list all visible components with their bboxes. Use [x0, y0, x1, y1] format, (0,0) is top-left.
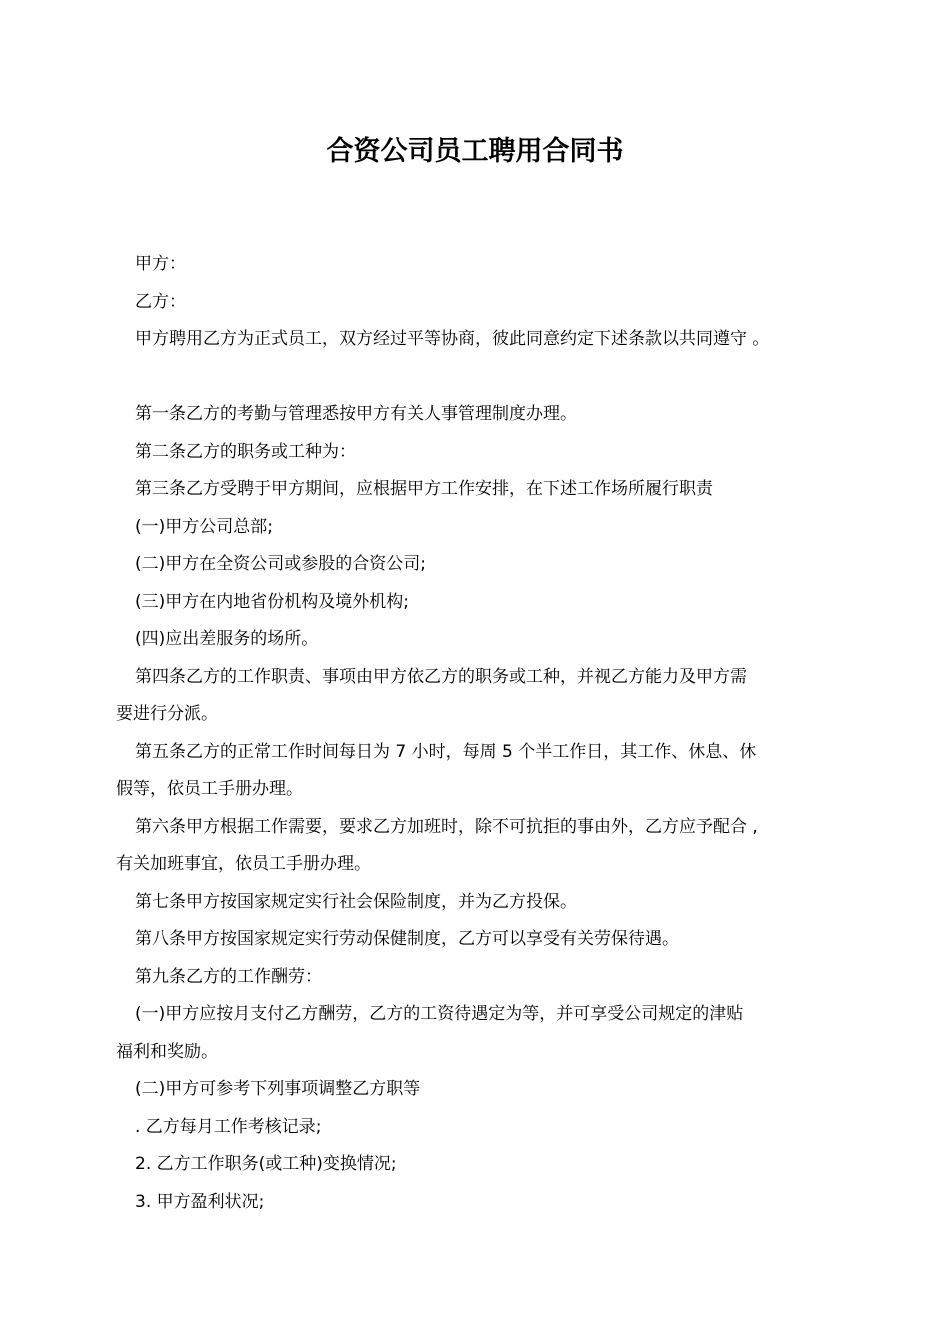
article-2: 第二条乙方的职务或工种为： — [135, 441, 356, 462]
article-5-line-2: 假等，依员工手册办理。 — [116, 779, 303, 799]
article-9-item-2: (二)甲方可参考下列事项调整乙方职等 — [135, 1079, 421, 1099]
document-title: 合资公司员工聘用合同书 — [326, 136, 624, 167]
adjustment-item-1: . 乙方每月工作考核记录; — [135, 1116, 322, 1137]
article-9: 第九条乙方的工作酬劳： — [135, 966, 322, 987]
document-body — [116, 246, 846, 1221]
article-3-item-3: (三)甲方在内地省份机构及境外机构; — [135, 591, 409, 612]
adjustment-item-3: 3. 甲方盈利状况; — [135, 1191, 265, 1212]
article-9-item-1-line-1: (一)甲方应按月支付乙方酬劳，乙方的工资待遇定为等，并可享受公司规定的津贴 — [135, 1004, 744, 1024]
article-6-line-1: 第六条甲方根据工作需要，要求乙方加班时，除不可抗拒的事由外，乙方应予配合 , — [135, 816, 758, 837]
article-1: 第一条乙方的考勤与管理悉按甲方有关人事管理制度办理。 — [135, 404, 577, 424]
party-b-line: 乙方： — [135, 291, 186, 312]
article-6-line-2: 有关加班事宜，依员工手册办理。 — [116, 854, 371, 874]
article-9-item-1-line-2: 福利和奖励。 — [116, 1041, 218, 1062]
article-3-item-2: (二)甲方在全资公司或参股的合资公司; — [135, 554, 426, 574]
article-4-line-1: 第四条乙方的工作职责、事项由甲方依乙方的职务或工种，并视乙方能力及甲方需 — [135, 666, 747, 687]
adjustment-item-2: 2. 乙方工作职务(或工种)变换情况; — [135, 1154, 397, 1174]
article-7: 第七条甲方按国家规定实行社会保险制度，并为乙方投保。 — [135, 891, 577, 912]
article-3-item-4: (四)应出差服务的场所。 — [135, 629, 319, 649]
preamble-line: 甲方聘用乙方为正式员工，双方经过平等协商，彼此同意约定下述条款以共同遵守 。 — [135, 329, 770, 349]
article-3: 第三条乙方受聘于甲方期间，应根据甲方工作安排，在下述工作场所履行职责 — [135, 479, 713, 499]
article-8: 第八条甲方按国家规定实行劳动保健制度，乙方可以享受有关劳保待遇。 — [135, 929, 679, 949]
article-3-item-1: (一)甲方公司总部; — [135, 516, 273, 537]
article-5-line-1: 第五条乙方的正常工作时间每日为 7 小时，每周 5 个半工作日，其工作、休息、休 — [135, 741, 757, 762]
party-a-line: 甲方： — [135, 254, 186, 274]
paragraph-gap — [116, 359, 846, 397]
article-4-line-2: 要进行分派。 — [116, 704, 218, 724]
